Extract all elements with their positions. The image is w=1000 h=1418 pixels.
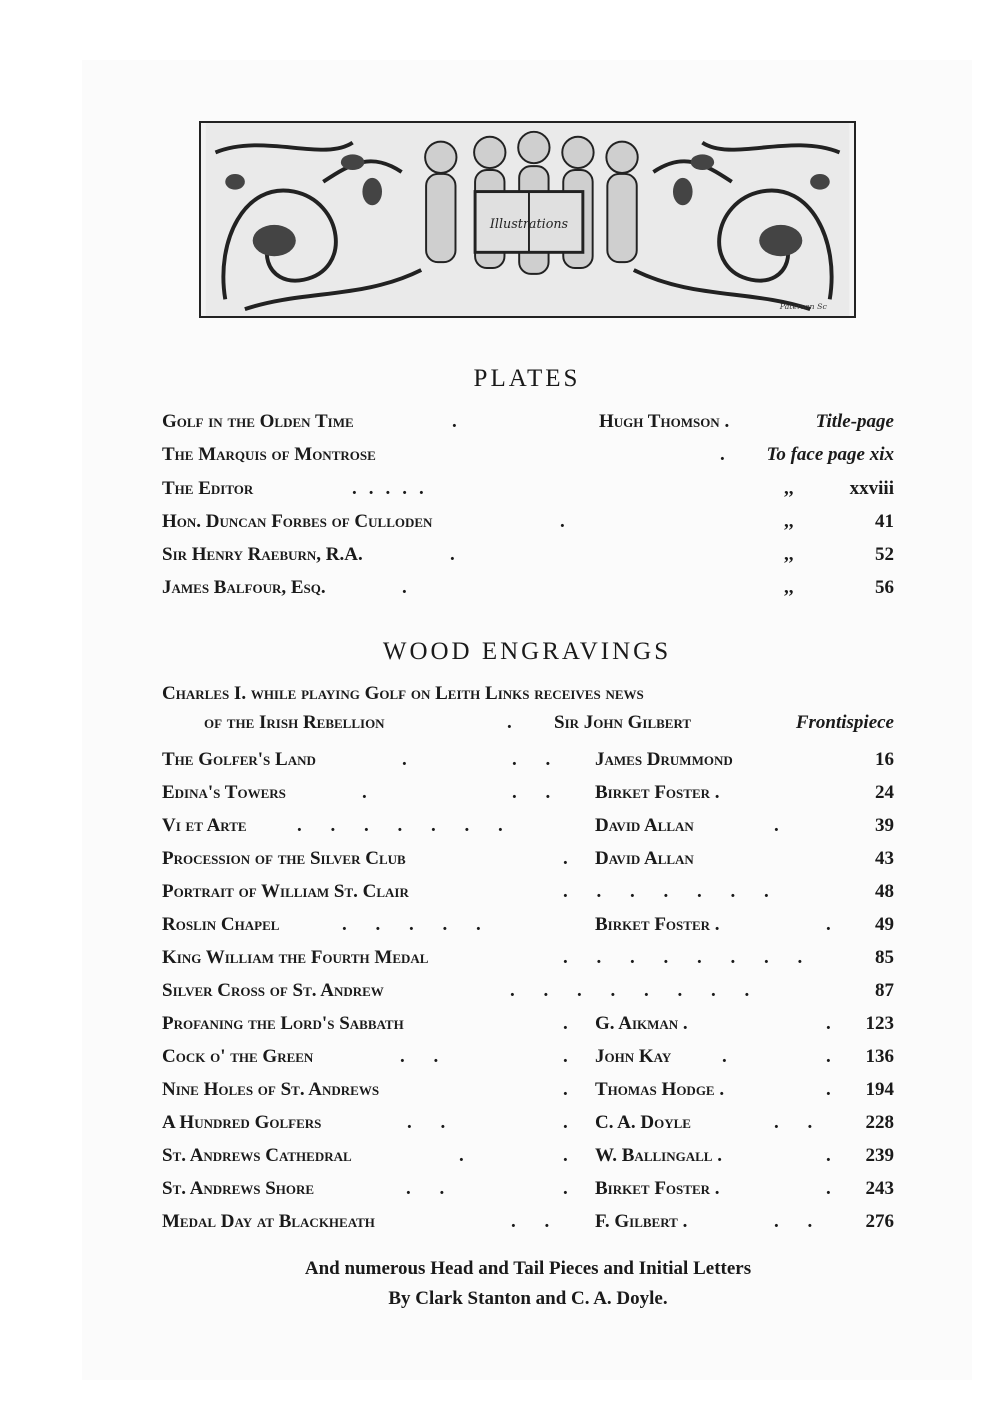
leader-dots: . .	[400, 1046, 451, 1067]
engraving-title: St. Andrews Cathedral	[162, 1145, 352, 1166]
leader-dots: . .	[406, 1178, 457, 1199]
leader-dots: . .	[512, 749, 563, 770]
engraving-page: 276	[865, 1211, 894, 1232]
engraving-artist: Birket Foster .	[595, 1178, 720, 1199]
engraving-title: Profaning the Lord's Sabbath	[162, 1013, 404, 1034]
leader-dots: .	[563, 1046, 580, 1067]
engraving-artist: Birket Foster .	[595, 914, 720, 935]
engraving-title: A Hundred Golfers	[162, 1112, 322, 1133]
engraving-title: Medal Day at Blackheath	[162, 1211, 375, 1232]
leader-dots: .	[720, 444, 725, 465]
engraving-page: 24	[875, 782, 894, 803]
engraving-page: 239	[865, 1145, 894, 1166]
engraving-row	[162, 1145, 894, 1171]
plate-row	[162, 511, 894, 537]
svg-text:Illustrations: Illustrations	[489, 216, 569, 232]
footer-line-1: And numerous Head and Tail Pieces and Initial Letters	[304, 1258, 752, 1279]
engraving-artist: James Drummond	[595, 749, 733, 770]
engraving-page: 194	[865, 1079, 894, 1100]
engraving-artist: F. Gilbert .	[595, 1211, 688, 1232]
leader-dots: .....	[352, 478, 436, 499]
engraving-page: Frontispiece	[795, 712, 894, 733]
engraving-title: Edina's Towers	[162, 782, 286, 803]
engravings-heading: WOOD ENGRAVINGS	[382, 638, 672, 665]
leader-dots: . . . . . . .	[563, 881, 781, 902]
plate-row	[162, 478, 894, 504]
engraving-row	[162, 914, 894, 940]
engraving-title: Roslin Chapel	[162, 914, 280, 935]
plate-title: The Editor	[162, 478, 254, 499]
engraving-row	[162, 1046, 894, 1072]
leader-dots: .	[826, 1145, 843, 1166]
engraving-page: 48	[875, 881, 894, 902]
leader-dots: . . . . . . . .	[510, 980, 762, 1001]
engraving-artist: John Kay	[595, 1046, 672, 1067]
leader-dots: .	[563, 848, 580, 869]
engraving-page: 49	[875, 914, 894, 935]
leader-dots: .	[362, 782, 379, 803]
engraving-artist: Sir John Gilbert	[554, 712, 692, 733]
plate-page: xxviii	[849, 478, 894, 499]
engraving-page: 43	[875, 848, 894, 869]
leader-dots: . . . . . . .	[297, 815, 515, 836]
plate-page: Title-page	[815, 411, 894, 432]
engraving-row	[162, 947, 894, 973]
engraving-row	[162, 749, 894, 775]
leader-dots: .	[826, 1079, 843, 1100]
engraving-row	[162, 1079, 894, 1105]
ornamental-banner	[199, 121, 856, 318]
leader-dots: .	[826, 914, 843, 935]
engraving-row	[162, 1211, 894, 1237]
engraving-title-line2: of the Irish Rebellion	[204, 712, 385, 733]
leader-dots: .	[563, 1013, 580, 1034]
leader-dots: . .	[512, 782, 563, 803]
leader-dots: . . . . . . . .	[563, 947, 815, 968]
plates-heading: PLATES	[473, 365, 581, 392]
leader-dots: . . . . .	[342, 914, 493, 935]
plate-artist: ,,	[784, 478, 794, 499]
footer-line-2: By Clark Stanton and C. A. Doyle.	[388, 1288, 668, 1309]
leader-dots: .	[459, 1145, 476, 1166]
leader-dots: .	[826, 1013, 843, 1034]
engraving-title: King William the Fourth Medal	[162, 947, 429, 968]
leader-dots: .	[452, 411, 457, 432]
engraving-title: Cock o' the Green	[162, 1046, 314, 1067]
engraving-row	[162, 815, 894, 841]
engraving-title: Silver Cross of St. Andrew	[162, 980, 384, 1001]
engraving-row	[162, 1178, 894, 1204]
leader-dots: .	[450, 544, 455, 565]
banner-illustration	[201, 123, 854, 316]
engraving-title-line1: Charles I. while playing Golf on Leith Links receives news	[162, 683, 644, 704]
engraving-title: Procession of the Silver Club	[162, 848, 406, 869]
plate-artist: ,,	[784, 577, 794, 598]
engraving-title: The Golfer's Land	[162, 749, 316, 770]
engraving-title: Vi et Arte	[162, 815, 247, 836]
leader-dots: . .	[774, 1211, 825, 1232]
engraving-row	[162, 881, 894, 907]
engraving-row	[162, 782, 894, 808]
engraving-page: 243	[865, 1178, 894, 1199]
leader-dots: .	[563, 1112, 580, 1133]
engraving-artist: Birket Foster .	[595, 782, 720, 803]
plate-page: 41	[875, 511, 894, 532]
engraving-page: 87	[875, 980, 894, 1001]
engraving-page: 16	[875, 749, 894, 770]
plate-row	[162, 577, 894, 603]
plate-row	[162, 444, 894, 470]
plate-artist: Hugh Thomson .	[599, 411, 730, 432]
engraving-page: 85	[875, 947, 894, 968]
leader-dots: .	[402, 577, 407, 598]
plate-title: James Balfour, Esq.	[162, 577, 326, 598]
engraving-artist: David Allan	[595, 815, 694, 836]
engraving-artist: W. Ballingall .	[595, 1145, 722, 1166]
leader-dots: . .	[774, 1112, 825, 1133]
leader-dots: .	[826, 1178, 843, 1199]
engraving-artist: David Allan	[595, 848, 694, 869]
plate-page: 56	[875, 577, 894, 598]
engraving-title: Nine Holes of St. Andrews	[162, 1079, 380, 1100]
engraving-title: Portrait of William St. Clair	[162, 881, 409, 902]
engraving-artist: G. Aikman .	[595, 1013, 688, 1034]
plate-row	[162, 411, 894, 437]
leader-dots: .	[722, 1046, 739, 1067]
leader-dots: .	[563, 1079, 580, 1100]
engraving-artist: Thomas Hodge .	[595, 1079, 725, 1100]
leader-dots: . .	[407, 1112, 458, 1133]
engraving-row	[162, 848, 894, 874]
engraving-row	[162, 1013, 894, 1039]
plate-title: Golf in the Olden Time	[162, 411, 354, 432]
plate-artist: ,,	[784, 511, 794, 532]
leader-dots: . .	[511, 1211, 562, 1232]
leader-dots: .	[826, 1046, 843, 1067]
engraving-row	[162, 712, 894, 738]
engraving-page: 123	[865, 1013, 894, 1034]
engraving-artist: C. A. Doyle	[595, 1112, 691, 1133]
engraving-page: 39	[875, 815, 894, 836]
plate-row	[162, 544, 894, 570]
svg-text:Paterson Sc: Paterson Sc	[779, 302, 827, 312]
plate-artist: ,,	[784, 544, 794, 565]
plate-page	[766, 444, 894, 466]
leader-dots: .	[563, 1145, 580, 1166]
engraving-row	[162, 980, 894, 1006]
leader-dots: .	[560, 511, 565, 532]
engraving-row	[162, 1112, 894, 1138]
plate-title: The Marquis of Montrose	[162, 444, 376, 465]
leader-dots: .	[563, 1178, 580, 1199]
plate-page: 52	[875, 544, 894, 565]
plate-page-label: To face page xix	[766, 444, 894, 465]
engraving-page: 136	[865, 1046, 894, 1067]
leader-dots: .	[507, 712, 512, 733]
engraving-page: 228	[865, 1112, 894, 1133]
engraving-title: St. Andrews Shore	[162, 1178, 315, 1199]
leader-dots: .	[774, 815, 791, 836]
footer-note	[0, 1254, 1000, 1314]
plate-title: Sir Henry Raeburn, R.A.	[162, 544, 363, 565]
plate-title: Hon. Duncan Forbes of Culloden	[162, 511, 433, 532]
leader-dots: .	[402, 749, 419, 770]
